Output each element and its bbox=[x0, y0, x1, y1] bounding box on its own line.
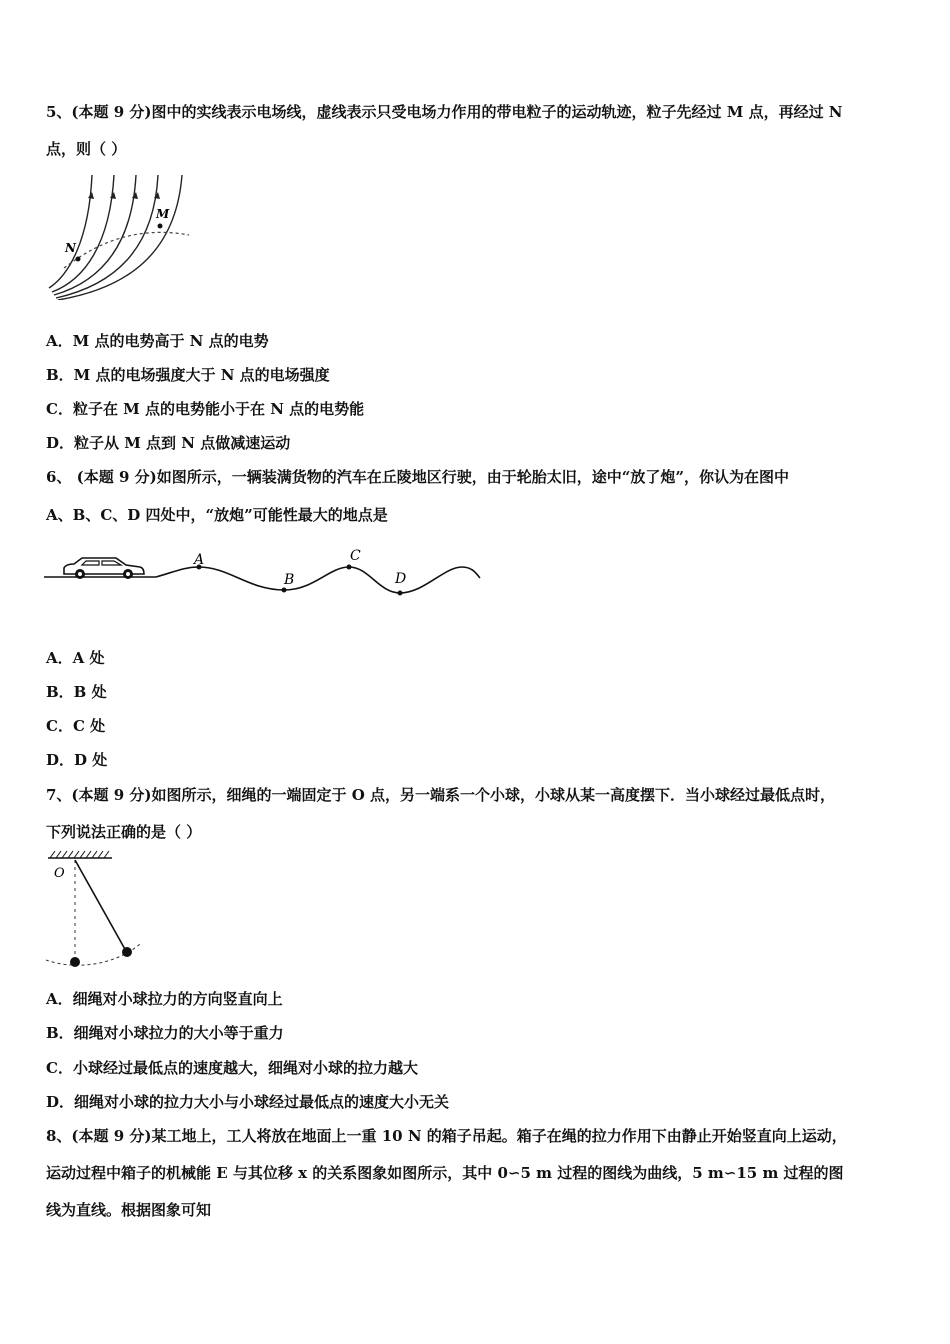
hilly-road bbox=[156, 567, 480, 593]
q5-option-d: D．粒子从 M 点到 N 点做减速运动 bbox=[46, 434, 291, 452]
q6-stem-line2: A、B、C、D 四处中，“放炮”可能性最大的地点是 bbox=[46, 506, 388, 524]
ball bbox=[122, 947, 132, 957]
q6-option-b: B．B 处 bbox=[46, 683, 107, 701]
q8-stem-line1: 8、(本题 9 分)某工地上，工人将放在地面上一重 10 N 的箱子吊起。箱子在绳的拉力作用下由静止开始竖直向上运动， bbox=[46, 1127, 847, 1145]
q5-electric-field-figure bbox=[44, 170, 194, 300]
particle-trajectory bbox=[64, 232, 189, 268]
q6-option-d: D．D 处 bbox=[46, 751, 108, 769]
point-c bbox=[347, 565, 352, 570]
q5-option-a: A．M 点的电势高于 N 点的电势 bbox=[46, 332, 269, 350]
q7-option-c: C．小球经过最低点的速度越大，细绳对小球的拉力越大 bbox=[46, 1059, 418, 1077]
label-c: C bbox=[350, 548, 361, 564]
field-arrow bbox=[154, 192, 160, 199]
q5-option-b: B．M 点的电场强度大于 N 点的电场强度 bbox=[46, 366, 330, 384]
field-line bbox=[58, 175, 182, 300]
label-o: O bbox=[54, 866, 65, 881]
q7-stem-line1: 7、(本题 9 分)如图所示，细绳的一端固定于 O 点，另一端系一个小球，小球从某一高度摆下．当小球经过最低点时， bbox=[46, 786, 836, 804]
q7-option-d: D．细绳对小球的拉力大小与小球经过最低点的速度大小无关 bbox=[46, 1093, 450, 1111]
point-b bbox=[282, 588, 287, 593]
field-line bbox=[56, 175, 158, 298]
label-m: M bbox=[156, 207, 170, 221]
field-line bbox=[49, 175, 92, 288]
q5-option-c: C．粒子在 M 点的电势能小于在 N 点的电势能 bbox=[46, 400, 365, 418]
label-a: A bbox=[194, 552, 205, 568]
q6-hill-road-figure bbox=[44, 540, 484, 610]
q7-option-a: A．细绳对小球拉力的方向竖直向上 bbox=[46, 990, 283, 1008]
q8-stem-line2: 运动过程中箱子的机械能 E 与其位移 x 的关系图象如图所示，其中 0∽5 m 过程的图线为曲线，5 m∽15 m 过程的图 bbox=[46, 1164, 844, 1182]
point-d bbox=[398, 591, 403, 596]
q7-stem-line2: 下列说法正确的是（ ） bbox=[46, 823, 202, 841]
car-icon bbox=[64, 558, 144, 579]
point-n bbox=[76, 257, 81, 262]
label-d: D bbox=[395, 571, 407, 587]
q6-option-a: A．A 处 bbox=[46, 649, 105, 667]
point-m bbox=[158, 224, 163, 229]
label-b: B bbox=[284, 572, 295, 588]
q5-stem-line2: 点，则（ ） bbox=[46, 140, 127, 158]
string bbox=[75, 860, 126, 951]
q5-stem-line1: 5、(本题 9 分)图中的实线表示电场线，虚线表示只受电场力作用的带电粒子的运动轨迹，粒子先经过 M 点，再经过 N bbox=[46, 103, 843, 121]
q6-option-c: C．C 处 bbox=[46, 717, 106, 735]
q8-stem-line3: 线为直线。根据图象可知 bbox=[46, 1201, 212, 1219]
q6-stem-line1: 6、 (本题 9 分)如图所示，一辆装满货物的汽车在丘陵地区行驶，由于轮胎太旧，途中“放了炮”，你认为在图中 bbox=[46, 468, 789, 486]
ball-lowest bbox=[70, 957, 80, 967]
label-n: N bbox=[65, 241, 76, 255]
q7-pendulum-figure bbox=[44, 848, 148, 972]
q7-option-b: B．细绳对小球拉力的大小等于重力 bbox=[46, 1024, 284, 1042]
